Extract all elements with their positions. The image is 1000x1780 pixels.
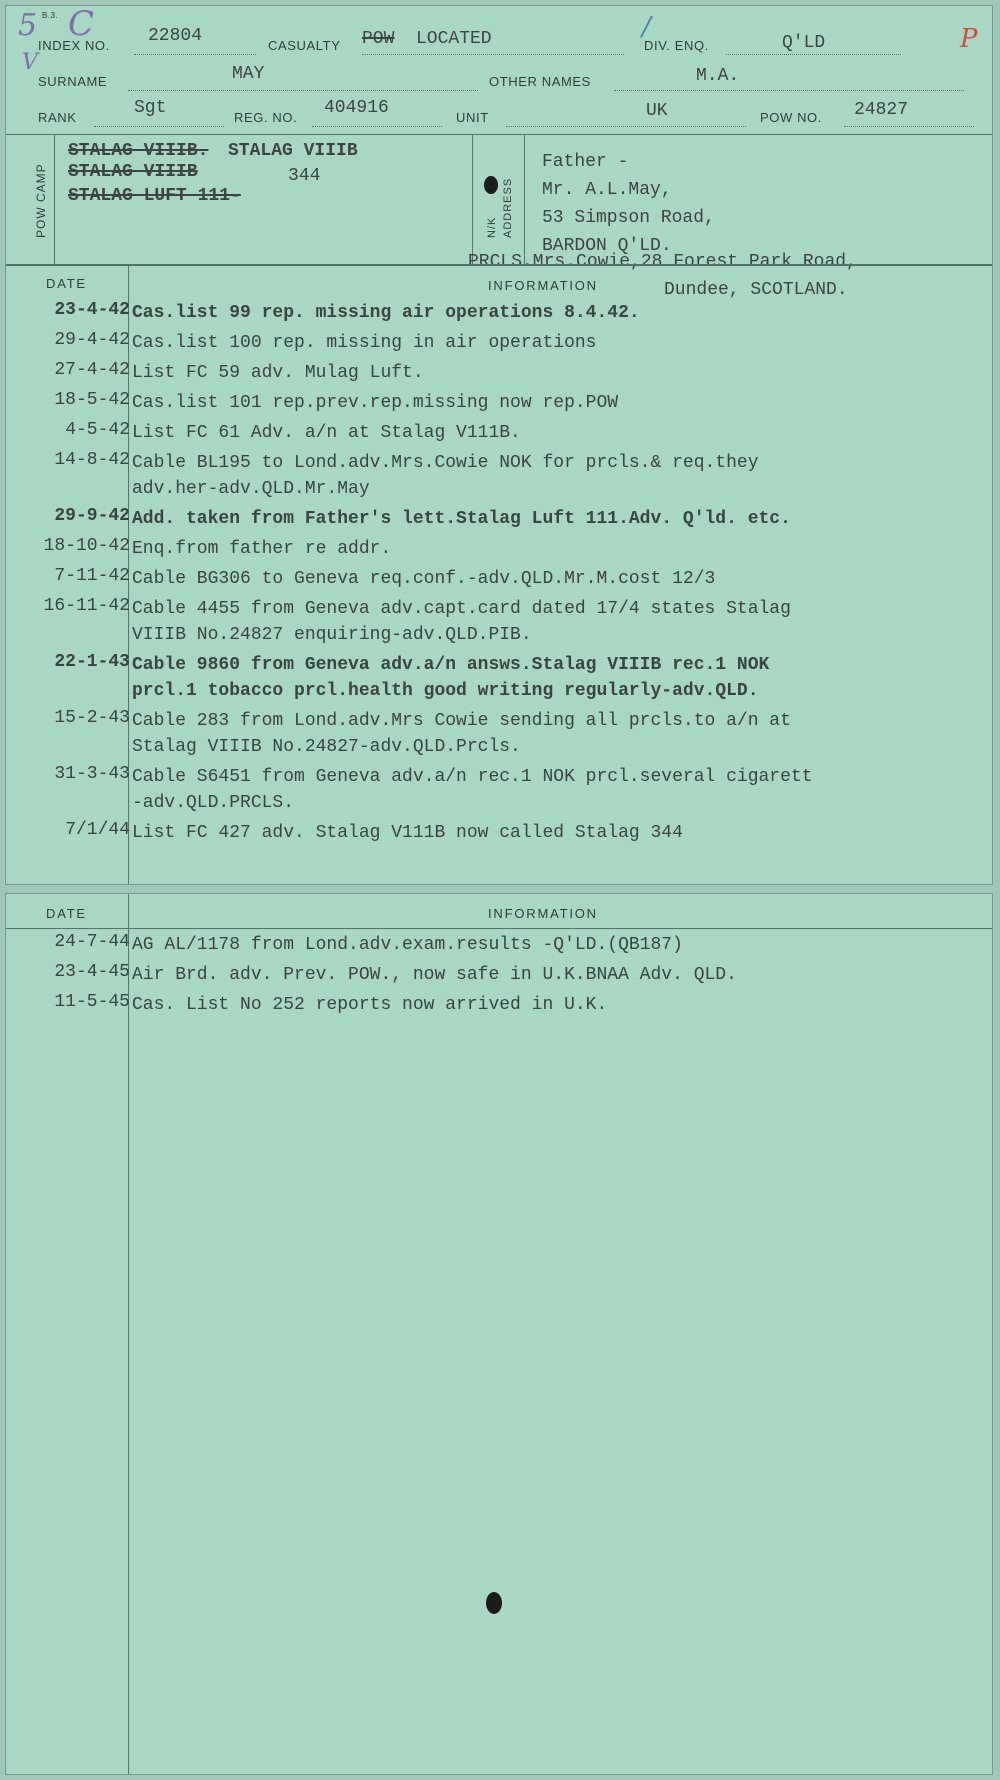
entry-text: Cable 283 from Lond.adv.Mrs Cowie sending all prcls.to a/n at <box>132 711 791 731</box>
entry-text: Cas. List No 252 reports now arrived in U.K. <box>132 995 608 1015</box>
hand-mark-v: V <box>22 50 38 75</box>
entry-text: Air Brd. adv. Prev. POW., now safe in U.K.BNAA Adv. QLD. <box>132 965 737 985</box>
entry-text: -adv.QLD.PRCLS. <box>132 793 295 813</box>
casualty-value: LOCATED <box>416 29 492 49</box>
entry-date: 18-10-42 <box>43 536 130 556</box>
camp-line2-value: 344 <box>288 166 321 186</box>
hand-mark-c: C <box>68 4 95 44</box>
entry-text: adv.her-adv.QLD.Mr.May <box>132 479 370 499</box>
entry-text: List FC 59 adv. Mulag Luft. <box>132 363 424 383</box>
entry-date: 7/1/44 <box>65 820 130 840</box>
date-header-2: DATE <box>46 906 87 921</box>
hand-mark-5: 5 <box>18 8 38 43</box>
information-header: INFORMATION <box>488 278 598 293</box>
reg-no-label: REG. NO. <box>234 110 298 125</box>
entry-date: 23-4-45 <box>54 962 130 982</box>
surname-label: SURNAME <box>38 74 108 89</box>
entry-text: AG AL/1178 from Lond.adv.exam.results -Q'LD.(QB187) <box>132 935 683 955</box>
entry-date: 22-1-43 <box>54 652 130 672</box>
entry-text: Cas.list 101 rep.prev.rep.missing now rep.POW <box>132 393 619 413</box>
entry-date: 11-5-45 <box>54 992 130 1012</box>
hand-mark-slash: / <box>642 12 651 42</box>
unit-value: UK <box>646 101 668 121</box>
entry-text: Cable BL195 to Lond.adv.Mrs.Cowie NOK for prcls.& req.they <box>132 453 759 473</box>
entry-text: Cas.list 99 rep. missing air operations 8.4.42. <box>132 303 640 323</box>
entry-text: Enq.from father re addr. <box>132 539 392 559</box>
surname-value: MAY <box>232 64 265 84</box>
record-card-back <box>5 893 993 1775</box>
pow-no-label: POW NO. <box>760 110 822 125</box>
hand-mark-p: P <box>960 24 978 54</box>
rank-value: Sgt <box>134 98 167 118</box>
entry-text: prcl.1 tobacco prcl.health good writing regularly-adv.QLD. <box>132 681 759 701</box>
address-line-1: Father - <box>542 152 629 172</box>
pow-camp-label: POW CAMP <box>34 163 48 238</box>
entry-date: 15-2-43 <box>54 708 130 728</box>
camp-line3-struck: STALAG LUFT 111- <box>68 186 241 206</box>
entry-text: Add. taken from Father's lett.Stalag Luft 111.Adv. Q'ld. etc. <box>132 509 791 529</box>
entry-date: 7-11-42 <box>54 566 130 586</box>
form-code: B.3. <box>42 11 59 20</box>
entry-text: Cas.list 100 rep. missing in air operations <box>132 333 597 353</box>
camp-line1-struck: STALAG VIIIB. <box>68 141 209 161</box>
pow-no-value: 24827 <box>854 100 909 120</box>
punch-hole-2 <box>486 1592 502 1614</box>
entry-date: 16-11-42 <box>43 596 130 616</box>
entry-text: Cable BG306 to Geneva req.conf.-adv.QLD.Mr.M.cost 12/3 <box>132 569 716 589</box>
camp-line1-value: STALAG VIIIB <box>228 141 358 161</box>
index-label: INDEX NO. <box>38 38 110 53</box>
entry-text: Cable S6451 from Geneva adv.a/n rec.1 NOK prcl.several cigarett <box>132 767 813 787</box>
header-divider <box>6 134 992 135</box>
date-header: DATE <box>46 276 87 291</box>
entry-text: Cable 4455 from Geneva adv.capt.card dated 17/4 states Stalag <box>132 599 791 619</box>
casualty-label: CASUALTY <box>268 38 341 53</box>
entry-text: Cable 9860 from Geneva adv.a/n answs.Stalag VIIIB rec.1 NOK <box>132 655 770 675</box>
entry-date: 23-4-42 <box>54 300 130 320</box>
information-header-2: INFORMATION <box>488 906 598 921</box>
address-line-4: BARDON Q'LD. <box>542 236 672 256</box>
other-names-value: M.A. <box>696 66 740 86</box>
entry-date: 24-7-44 <box>54 932 130 952</box>
entry-date: 29-9-42 <box>54 506 130 526</box>
entry-date: 29-4-42 <box>54 330 130 350</box>
entry-text: List FC 427 adv. Stalag V111B now called Stalag 344 <box>132 823 683 843</box>
address-line-3: 53 Simpson Road, <box>542 208 715 228</box>
record-card-front <box>5 5 993 885</box>
address-line-2: Mr. A.L.May, <box>542 180 672 200</box>
punch-hole <box>484 176 498 194</box>
entry-text: VIIIB No.24827 enquiring-adv.QLD.PIB. <box>132 625 532 645</box>
entry-date: 18-5-42 <box>54 390 130 410</box>
reg-no-value: 404916 <box>324 98 389 118</box>
entry-date: 31-3-43 <box>54 764 130 784</box>
div-enq-label: DIV. ENQ. <box>644 38 709 53</box>
date-column-divider-2 <box>128 894 129 1774</box>
div-enq-value: Q'LD <box>782 33 826 53</box>
address-label: ADDRESS <box>502 177 514 238</box>
entry-date: 14-8-42 <box>54 450 130 470</box>
nok-label: N/K <box>486 216 498 238</box>
parcels-city: Dundee, SCOTLAND. <box>664 280 848 300</box>
entry-date: 4-5-42 <box>65 420 130 440</box>
other-names-label: OTHER NAMES <box>489 74 591 89</box>
entry-text: Stalag VIIIB No.24827-adv.QLD.Prcls. <box>132 737 521 757</box>
rank-label: RANK <box>38 110 77 125</box>
unit-label: UNIT <box>456 110 489 125</box>
index-value: 22804 <box>148 26 203 46</box>
entry-text: List FC 61 Adv. a/n at Stalag V111B. <box>132 423 521 443</box>
entry-date: 27-4-42 <box>54 360 130 380</box>
casualty-struck: POW <box>362 29 395 49</box>
camp-line2-struck: STALAG VIIIB <box>68 162 198 182</box>
parcels-address: PRCLS.Mrs.Cowie,28 Forest Park Road, <box>468 252 857 272</box>
